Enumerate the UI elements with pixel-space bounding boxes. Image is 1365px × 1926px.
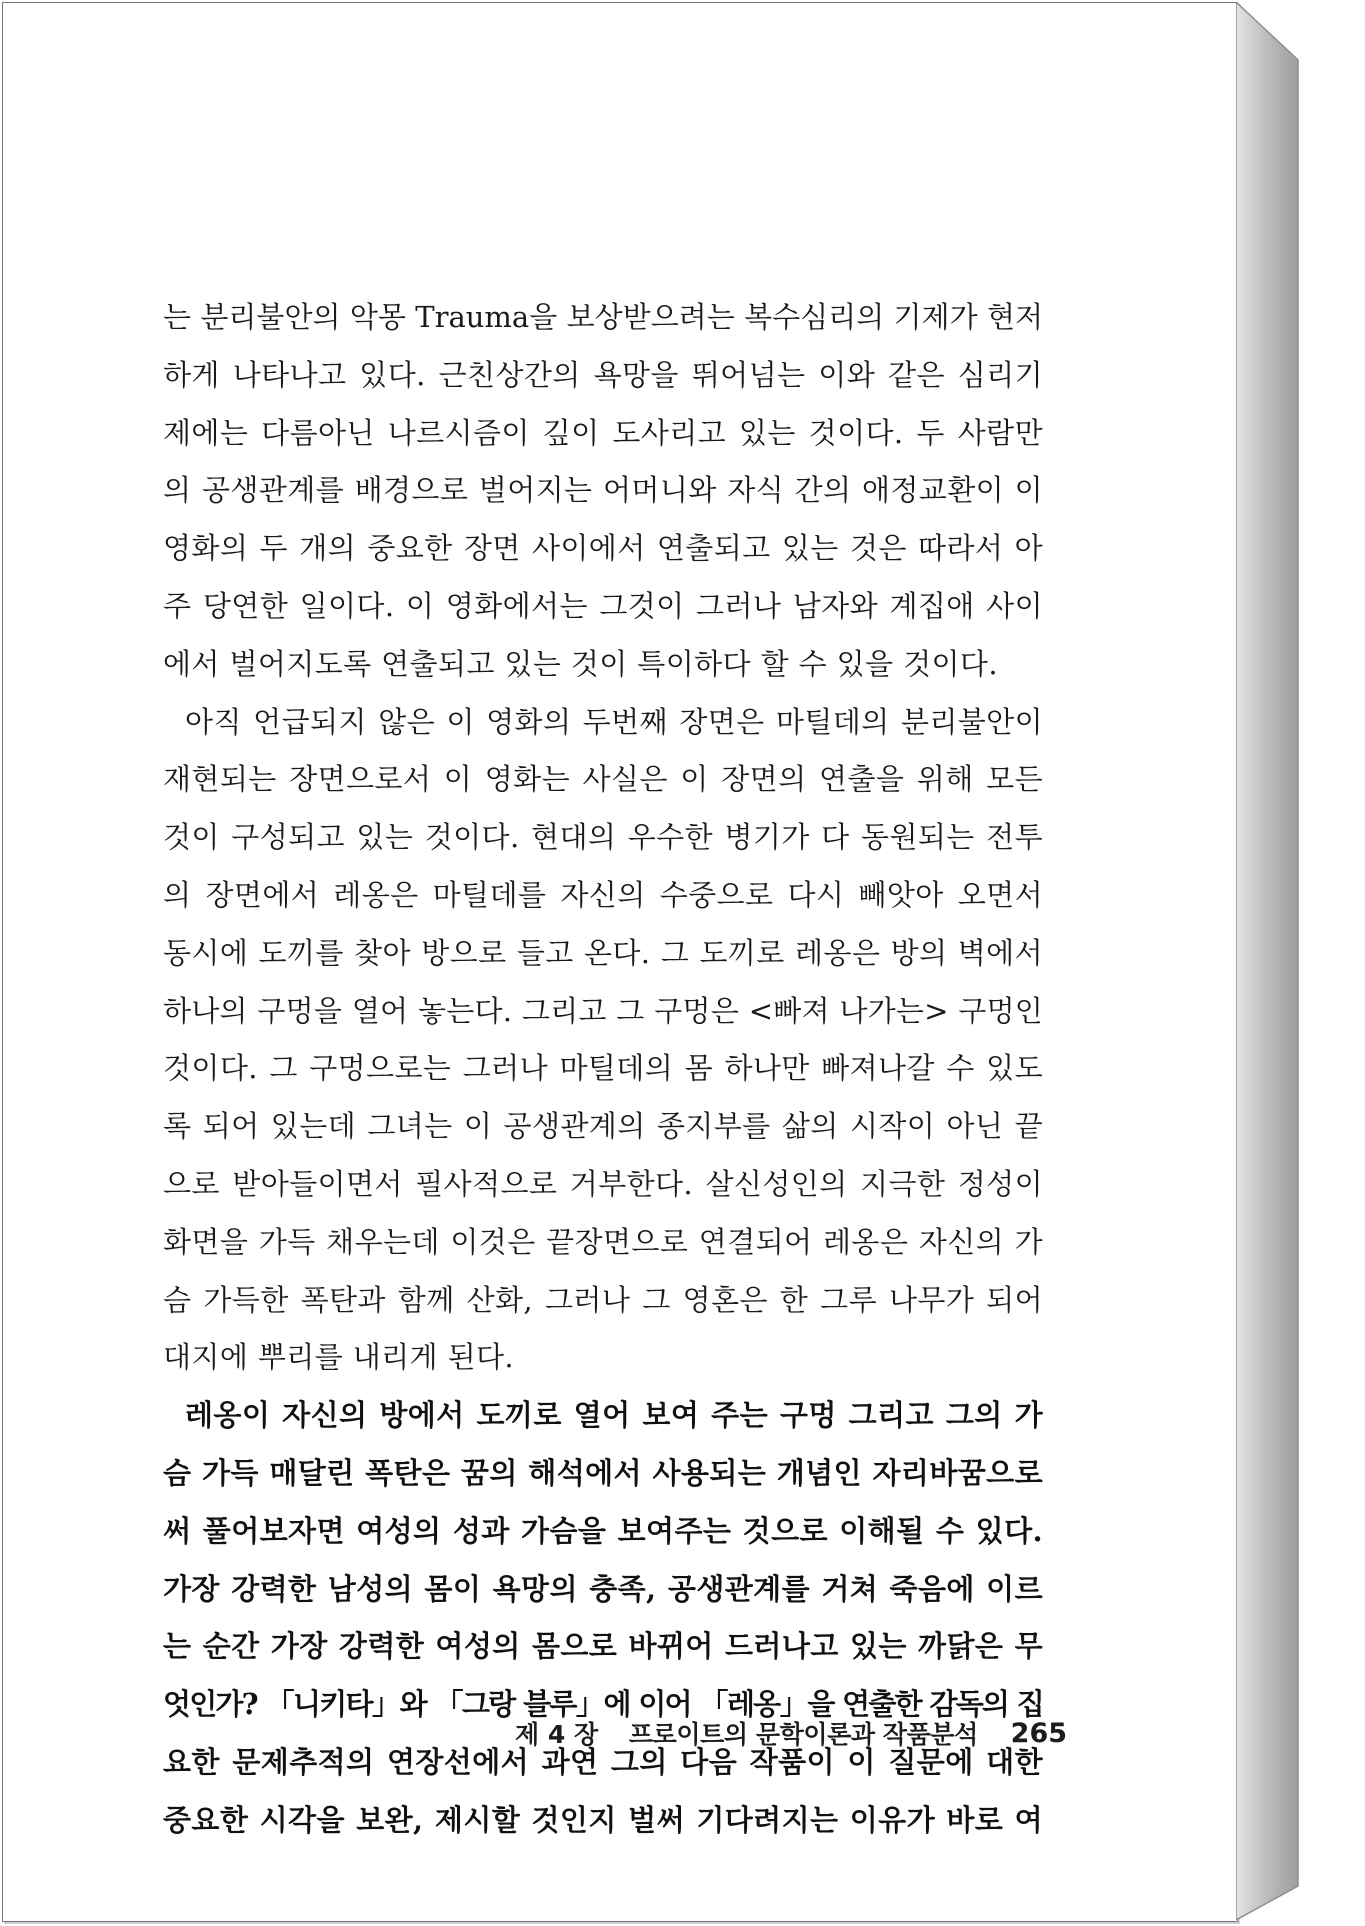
text-line: 화면을 가득 채우는데 이것은 끝장면으로 연결되어 레옹은 자신의 가 (163, 1224, 1043, 1259)
body-text (163, 289, 1043, 1850)
page-footer (515, 1715, 1068, 1755)
paragraph (163, 694, 1043, 1388)
text-line: 것이다. 그 구멍으로는 그러나 마틸데의 몸 하나만 빠져나갈 수 있도 (163, 1051, 1043, 1086)
text-line: 하게 나타나고 있다. 근친상간의 욕망을 뛰어넘는 이와 같은 심리기 (163, 357, 1043, 392)
paragraph (163, 289, 1043, 694)
text-line: 중요한 시각을 보완, 제시할 것인지 벌써 기다려지는 이유가 바로 여 (163, 1802, 1043, 1837)
text-line: 재현되는 장면으로서 이 영화는 사실은 이 장면의 연출을 위해 모든 (163, 762, 1043, 797)
text-line: 영화의 두 개의 중요한 장면 사이에서 연출되고 있는 것은 따라서 아 (163, 531, 1043, 566)
page-edge-3d (1236, 2, 1301, 1920)
text-line: 제에는 다름아닌 나르시즘이 깊이 도사리고 있는 것이다. 두 사람만 (163, 415, 1043, 450)
text-line: 에서 벌어지도록 연출되고 있는 것이 특이하다 할 수 있을 것이다. (163, 646, 998, 681)
paragraph (163, 1387, 1043, 1849)
text-line: 가장 강력한 남성의 몸이 욕망의 충족, 공생관계를 거쳐 죽음에 이르 (163, 1571, 1043, 1606)
text-line: 레옹이 자신의 방에서 도끼로 열어 보여 주는 구멍 그리고 그의 가 (185, 1398, 1043, 1433)
chapter-title: 프로이트의 문학이론과 작품분석 (628, 1720, 978, 1749)
text-line: 대지에 뿌리를 내리게 된다. (163, 1340, 515, 1375)
text-line: 으로 받아들이면서 필사적으로 거부한다. 살신성인의 지극한 정성이 (163, 1166, 1043, 1201)
text-line: 엇인가? 「니키타」와 「그랑 블루」에 이어 「레옹」을 연출한 감독의 집 (163, 1687, 1043, 1722)
text-line: 요한 문제추적의 연장선에서 과연 그의 다음 작품이 이 질문에 대한 (163, 1744, 1043, 1779)
text-line: 록 되어 있는데 그녀는 이 공생관계의 종지부를 삶의 시작이 아닌 끝 (163, 1109, 1043, 1144)
text-line: 는 분리불안의 악몽 Trauma을 보상받으려는 복수심리의 기제가 현저 (163, 300, 1043, 334)
text-line: 의 공생관계를 배경으로 벌어지는 어머니와 자식 간의 애정교환이 이 (163, 473, 1043, 508)
text-line: 동시에 도끼를 찾아 방으로 들고 온다. 그 도끼로 레옹은 방의 벽에서 (163, 935, 1043, 970)
text-line: 써 풀어보자면 여성의 성과 가슴을 보여주는 것으로 이해될 수 있다. (163, 1513, 1043, 1548)
text-line: 것이 구성되고 있는 것이다. 현대의 우수한 병기가 다 동원되는 전투 (163, 820, 1043, 855)
text-line: 슴 가득한 폭탄과 함께 산화, 그러나 그 영혼은 한 그루 나무가 되어 (163, 1282, 1043, 1317)
text-line: 는 순간 가장 강력한 여성의 몸으로 바뀌어 드러나고 있는 까닭은 무 (163, 1629, 1043, 1664)
book-page (2, 2, 1238, 1922)
text-line: 아직 언급되지 않은 이 영화의 두번째 장면은 마틸데의 분리불안이 (185, 704, 1043, 739)
text-line: 주 당연한 일이다. 이 영화에서는 그것이 그러나 남자와 계집애 사이 (163, 588, 1043, 623)
text-line: 하나의 구멍을 열어 놓는다. 그리고 그 구멍은 <빠져 나가는> 구멍인 (163, 993, 1043, 1028)
chapter-label: 제 4 장 (515, 1720, 599, 1749)
page-number: 265 (1010, 1717, 1068, 1749)
text-line: 의 장면에서 레옹은 마틸데를 자신의 수중으로 다시 빼앗아 오면서 (163, 877, 1043, 912)
text-line: 슴 가득 매달린 폭탄은 꿈의 해석에서 사용되는 개념인 자리바꿈으로 (163, 1455, 1043, 1490)
page-edge-shape (1236, 2, 1301, 1920)
